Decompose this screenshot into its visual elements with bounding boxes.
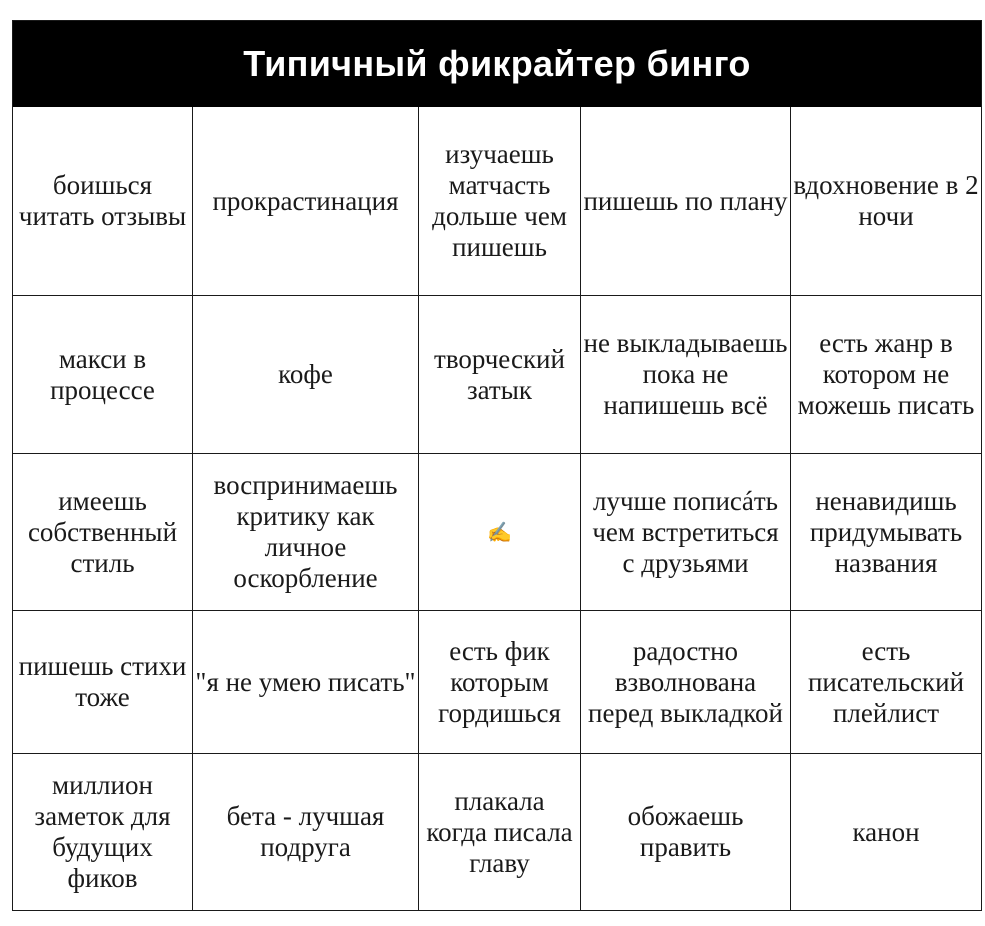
bingo-cell: пишешь стихи тоже bbox=[13, 611, 193, 754]
bingo-cell: прокрастинация bbox=[193, 107, 419, 296]
bingo-cell: имеешь собственный стиль bbox=[13, 454, 193, 611]
bingo-cell: не выкладываешь пока не напишешь всё bbox=[581, 296, 791, 454]
bingo-cell: обожаешь править bbox=[581, 754, 791, 910]
bingo-grid bbox=[13, 107, 981, 910]
bingo-cell: есть фик которым гордишься bbox=[419, 611, 581, 754]
bingo-cell: канон bbox=[852, 816, 920, 847]
bingo-cell: миллион заметок для будущих фиков bbox=[13, 754, 193, 910]
bingo-cell: "я не умею писать" bbox=[193, 611, 419, 754]
bingo-cell: лучше пописáть чем встретиться с друзьями bbox=[581, 454, 791, 611]
bingo-title: Типичный фикрайтер бинго bbox=[13, 21, 981, 107]
bingo-cell: вдохновение в 2 ночи bbox=[791, 107, 981, 296]
bingo-cell: радостно взволнована перед выкладкой bbox=[581, 611, 791, 754]
bingo-cell: макси в процессе bbox=[13, 296, 193, 454]
bingo-cell: бета - лучшая подруга bbox=[193, 754, 419, 910]
bingo-card bbox=[12, 20, 982, 911]
bingo-cell: ненавидишь придумывать названия bbox=[791, 454, 981, 611]
bingo-cell: кофе bbox=[193, 296, 419, 454]
bingo-cell: боишься читать отзывы bbox=[13, 107, 193, 296]
writing-hand-icon: ✍️ bbox=[419, 454, 581, 611]
bingo-cell: плакала когда писала главу bbox=[419, 754, 581, 910]
bingo-cell: пишешь по плану bbox=[581, 107, 791, 296]
bingo-cell: есть писательский плейлист bbox=[791, 611, 981, 754]
bingo-cell: творческий затык bbox=[419, 296, 581, 454]
bingo-cell: воспринимаешь критику как личное оскорбление bbox=[193, 454, 419, 611]
bingo-cell: изучаешь матчасть дольше чем пишешь bbox=[419, 107, 581, 296]
bingo-cell: есть жанр в котором не можешь писать bbox=[791, 296, 981, 454]
